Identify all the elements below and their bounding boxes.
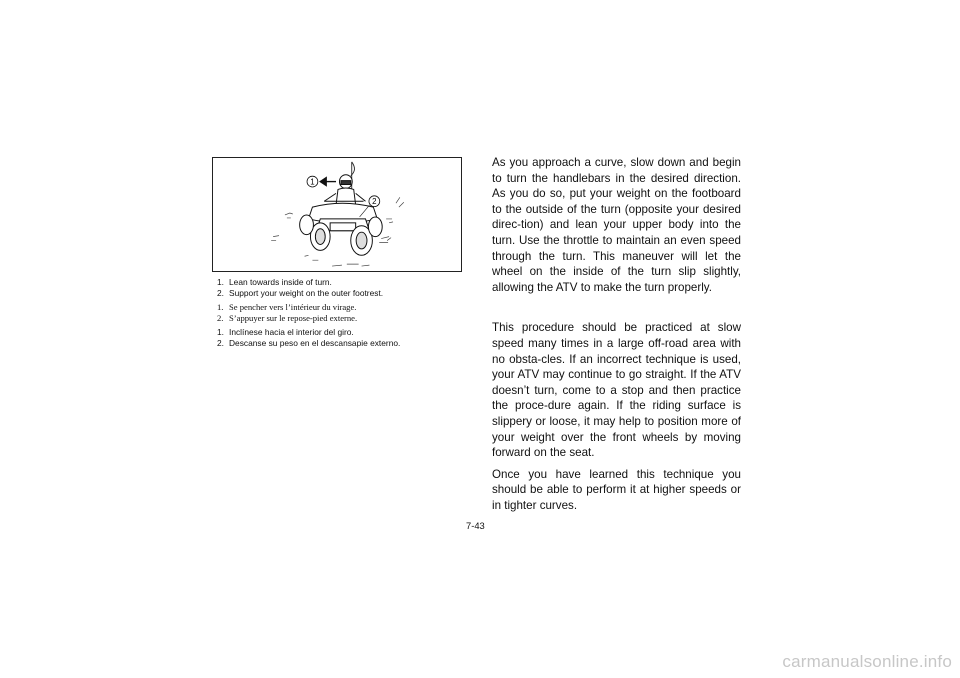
callout-2 — [369, 196, 380, 207]
caption-number: 2. — [217, 338, 224, 348]
svg-text:1: 1 — [310, 177, 315, 187]
caption-line — [217, 288, 477, 299]
caption-spanish — [217, 327, 477, 349]
caption-line — [217, 313, 477, 324]
caption-french — [217, 302, 477, 324]
atv-turning-illustration — [212, 157, 462, 272]
caption-english — [217, 277, 477, 299]
caption-text: Descanse su peso en el descansapie externo. — [229, 338, 401, 348]
caption-text: Lean towards inside of turn. — [229, 277, 332, 287]
caption-text: Inclínese hacia el interior del giro. — [229, 327, 354, 337]
instruction-body — [492, 155, 741, 513]
paragraph-practice: This procedure should be practiced at slow speed many times in a large off-road area with no obsta-cles. If an incorrect technique is used, your ATV may continue to go straight. If the ATV doesn’t turn, come to a stop and then practice the proce-dure again. If the riding surface is slippery or loose, it may help to position more of your weight over the front wheels by moving forward on the seat. — [492, 321, 741, 460]
caption-text: S’appuyer sur le repose-pied externe. — [229, 313, 358, 323]
caption-line — [217, 338, 477, 349]
page-number: 7-43 — [466, 520, 485, 531]
caption-number: 2. — [217, 313, 224, 323]
flag — [351, 162, 355, 191]
caption-line — [217, 277, 477, 288]
caption-text: Se pencher vers l’intérieur du virage. — [229, 302, 357, 312]
callout-1 — [307, 176, 318, 187]
caption-text: Support your weight on the outer footrest. — [229, 288, 384, 298]
caption-number: 1. — [217, 277, 224, 287]
atv-rider-drawing — [213, 158, 461, 271]
figure-captions — [217, 277, 477, 352]
caption-number: 1. — [217, 302, 224, 312]
lean-arrow-icon — [320, 178, 336, 186]
caption-line — [217, 302, 477, 313]
paragraph-approach-curve: As you approach a curve, slow down and begin to turn the handlebars in the desired direction. As you do so, put your weight on the footboard to the outside of the turn (opposite your desired direc-tion) and lean your upper body into the turn. Use the throttle to maintain an even speed through the turn. This maneuver will let the wheel on the inside of the turn slip slightly, allowing the ATV to make the turn properly. — [492, 156, 741, 294]
caption-line — [217, 327, 477, 338]
watermark-footer: carmanualsonline.info — [782, 652, 952, 671]
svg-text:2: 2 — [372, 197, 377, 207]
caption-number: 2. — [217, 288, 224, 298]
caption-number: 1. — [217, 327, 224, 337]
paragraph-higher-speeds: Once you have learned this technique you should be able to perform it at higher speeds or in tighter curves. — [492, 467, 741, 512]
